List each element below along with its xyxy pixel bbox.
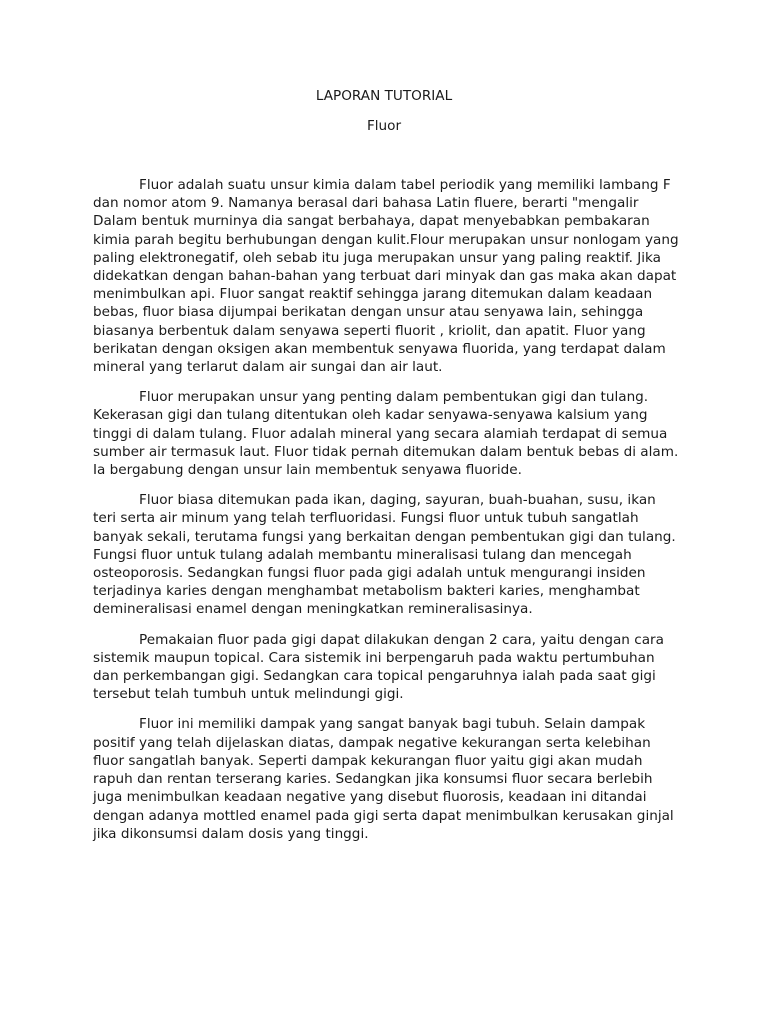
paragraph-1: Fluor adalah suatu unsur kimia dalam tabel periodik yang memiliki lambang F dan nomor atom 9. Namanya berasal dari bahasa Latin fluere, berarti "mengalir Dalam bentuk murninya dia sangat berbahaya, dapat menyebabkan pembakaran kimia parah begitu berhubungan dengan kulit.Flour merupakan unsur nonlogam yang paling elektronegatif, oleh sebab itu juga merupakan unsur yang paling reaktif. Jika didekatkan dengan bahan-bahan yang terbuat dari minyak dan gas maka akan dapat menimbulkan api. Fluor sangat reaktif sehingga jarang ditemukan dalam keadaan bebas, fluor biasa dijumpai berikatan dengan unsur atau senyawa lain, sehingga biasanya berbentuk dalam senyawa seperti fluorit , kriolit, dan apatit. Fluor yang berikatan dengan oksigen akan membentuk senyawa fluorida, yang terdapat dalam mineral yang terlarut dalam air sungai dan air laut. (93, 177, 679, 376)
document-title: LAPORAN TUTORIAL (315, 88, 453, 104)
paragraph-3: Fluor biasa ditemukan pada ikan, daging, sayuran, buah-buahan, susu, ikan teri serta air minum yang telah terfluoridasi. Fungsi fluor untuk tubuh sangatlah banyak sekali, terutama fungsi yang berkaitan dengan pembentukan gigi dan tulang. Fungsi fluor untuk tulang adalah membantu mineralisasi tulang dan mencegah osteoporosis. Sedangkan fungsi fluor pada gigi adalah untuk mengurangi insiden terjadinya karies dengan menghambat metabolism bakteri karies, menghambat demineralisasi enamel dengan meningkatkan remineralisasinya. (93, 492, 676, 618)
paragraph-4: Pemakaian fluor pada gigi dapat dilakukan dengan 2 cara, yaitu dengan cara sistemik maupun topical. Cara sistemik ini berpengaruh pada waktu pertumbuhan dan perkembangan gigi. Sedangkan cara topical pengaruhnya ialah pada saat gigi tersebut telah tumbuh untuk melindungi gigi. (93, 631, 664, 703)
document-body (93, 176, 679, 855)
document-subtitle: Fluor (366, 118, 402, 134)
document-header (0, 87, 768, 135)
paragraph-5: Fluor ini memiliki dampak yang sangat banyak bagi tubuh. Selain dampak positif yang telah dijelaskan diatas, dampak negative kekurangan serta kelebihan fluor sangatlah banyak. Seperti dampak kekurangan fluor yaitu gigi akan mudah rapuh dan rentan terserang karies. Sedangkan jika konsumsi fluor secara berlebih juga menimbulkan keadaan negative yang disebut fluorosis, keadaan ini ditandai dengan adanya mottled enamel pada gigi serta dapat menimbulkan kerusakan ginjal jika dikonsumsi dalam dosis yang tinggi. (93, 716, 674, 842)
paragraph-2: Fluor merupakan unsur yang penting dalam pembentukan gigi dan tulang. Kekerasan gigi dan tulang ditentukan oleh kadar senyawa-senyawa kalsium yang tinggi di dalam tulang. Fluor adalah mineral yang secara alamiah terdapat di semua sumber air termasuk laut. Fluor tidak pernah ditemukan dalam bentuk bebas di alam. Ia bergabung dengan unsur lain membentuk senyawa fluoride. (93, 389, 679, 479)
